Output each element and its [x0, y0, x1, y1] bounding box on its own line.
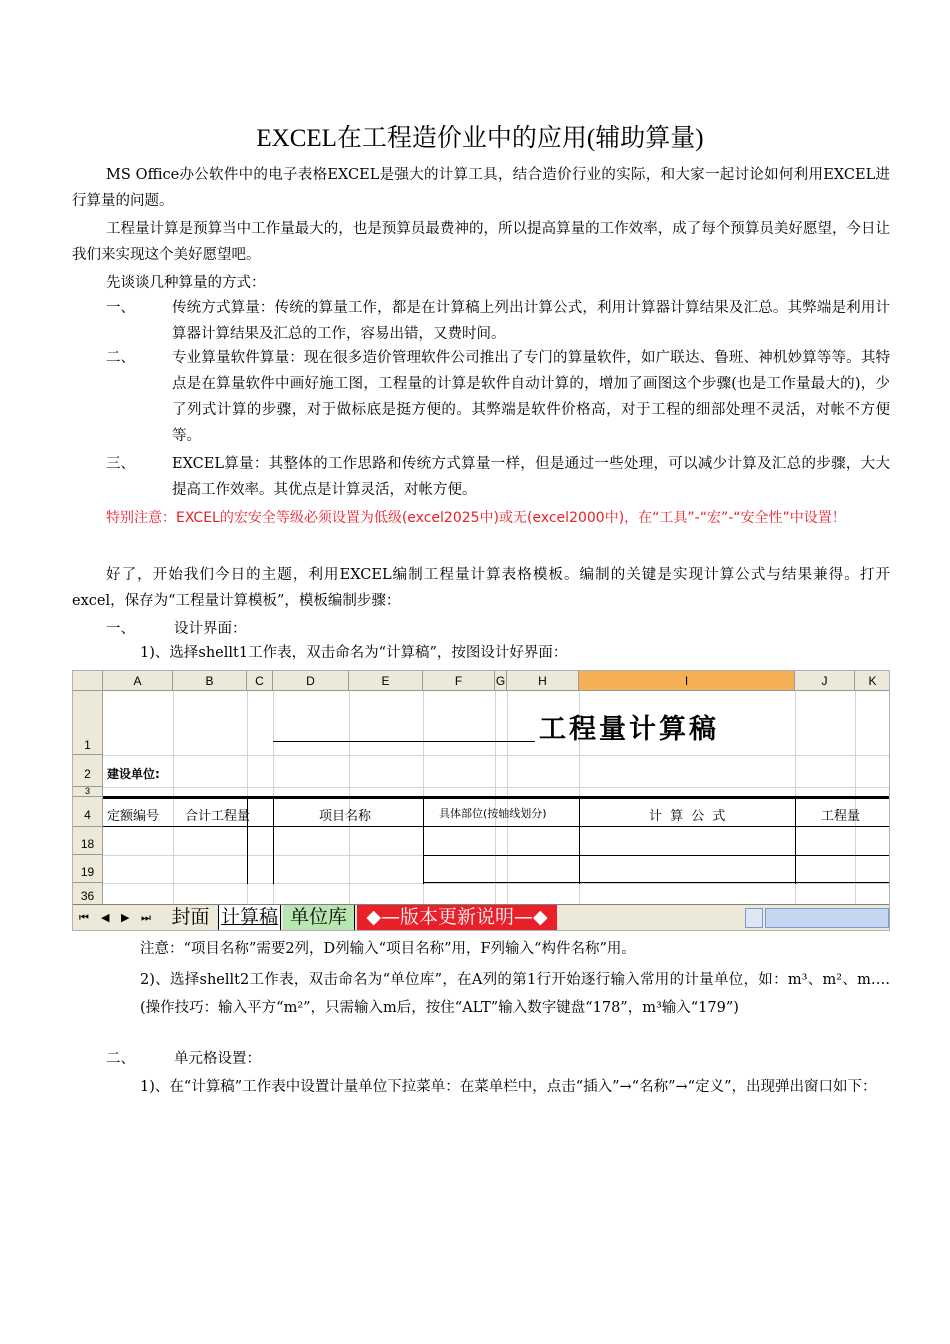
first-sheet-icon[interactable]: ⏮ — [79, 911, 89, 924]
construction-unit-label: 建设单位: — [107, 767, 160, 781]
document-title: EXCEL在工程造价业中的应用(辅助算量) — [256, 125, 704, 152]
tab-version-notes[interactable]: ◆—版本更新说明—◆ — [357, 905, 557, 931]
tab-calc-sheet[interactable]: 计算稿 — [219, 905, 281, 931]
header-quota-code: 定额编号 — [107, 809, 160, 824]
row-border — [423, 882, 890, 883]
column-header-i: I — [579, 671, 795, 691]
method-2-number: 二、 — [106, 350, 135, 366]
horizontal-scrollbar[interactable] — [765, 908, 889, 928]
method-2-text: 专业算量软件算量：现在很多造价管理软件公司推出了专门的算量软件，如广联达、鲁班、神机妙算等等。其特点是在算量软件中画好施工图，工程量的计算是软件自动计算的，增加了画图这个步骤(也是工作量最大的)，少了列式计算的步骤，对于做标底是挺方便的。其弊端是软件价格高，对于工程的细部处理不灵活，对帐不方便等。 — [172, 350, 890, 444]
column-header-c: C — [247, 671, 273, 691]
method-3-text: EXCEL算量：其整体的工作思路和传统方式算量一样，但是通过一些处理，可以减少计算及汇总的步骤，大大提高工作效率。其优点是计算灵活，对帐方便。 — [172, 456, 890, 498]
step-1-title: 设计界面： — [174, 621, 247, 637]
method-1-number: 一、 — [106, 300, 135, 316]
step-2-number: 二、 — [106, 1051, 135, 1067]
column-header-j: J — [795, 671, 855, 691]
header-formula: 计 算 公 式 — [649, 809, 728, 824]
warning-note: 特别注意：EXCEL的宏安全等级必须设置为低级(excel2025中)或无(excel2000中)，在“工具”-“宏”-“安全性”中设置！ — [106, 510, 846, 526]
methods-heading: 先谈谈几种算量的方式： — [106, 275, 266, 291]
tab-cover[interactable]: 封面 — [163, 905, 219, 931]
note-text: 注意：“项目名称”需要2列，D列输入“项目名称”用，F列输入“构件名称”用。 — [140, 941, 636, 957]
column-border — [795, 796, 796, 884]
scroll-left-icon[interactable] — [745, 908, 763, 928]
last-sheet-icon[interactable]: ⏭ — [141, 911, 151, 924]
sheet-tab-bar — [73, 904, 890, 931]
intro-paragraph-2: 工程量计算是预算当中工作量最大的，也是预算员最费神的，所以提高算量的工作效率，成了每个预算员美好愿望，今日让我们来实现这个美好愿望吧。 — [72, 221, 890, 263]
gridline — [103, 755, 890, 756]
row-header-36: 36 — [73, 883, 103, 905]
method-1-text: 传统方式算量：传统的算量工作，都是在计算稿上列出计算公式，利用计算器计算结果及汇总。其弊端是利用计算器计算结果及汇总的工作，容易出错，又费时间。 — [172, 300, 890, 342]
column-border — [579, 796, 580, 884]
sheet-corner — [73, 671, 103, 691]
intro-paragraph-1: MS Office办公软件中的电子表格EXCEL是强大的计算工具，结合造价行业的实际，和大家一起讨论如何利用EXCEL进行算量的问题。 — [72, 167, 890, 209]
prev-sheet-icon[interactable]: ◀ — [101, 911, 110, 924]
step-1-number: 一、 — [106, 621, 135, 637]
column-header-g: G — [495, 671, 507, 691]
header-item-name: 项目名称 — [319, 809, 372, 824]
step-2-1-text: 1)、在“计算稿”工作表中设置计量单位下拉菜单：在菜单栏中，点击“插入”→“名称”→“定义”，出现弹出窗口如下： — [140, 1079, 877, 1095]
header-bottom-border — [103, 826, 890, 827]
header-total-quantity: 合计工程量 — [185, 809, 251, 824]
method-3-number: 三、 — [106, 456, 135, 472]
column-header-a: A — [103, 671, 173, 691]
row-header-2: 2 — [73, 755, 103, 787]
main-topic-paragraph: 好了，开始我们今日的主题，利用EXCEL编制工程量计算表格模板。编制的关键是实现计算公式与结果兼得。打开excel，保存为“工程量计算模板”，模板编制步骤： — [72, 567, 890, 609]
step-1-2-text: 2)、选择shellt2工作表，双击命名为“单位库”，在A列的第1行开始逐行输入常用的计量单位，如：m³、m²、m….(操作技巧：输入平方“m²”，只需输入m后，按住“ALT”输入数字键盘“178”，m³输入“179”) — [140, 972, 890, 1016]
column-header-f: F — [423, 671, 495, 691]
column-header-k: K — [855, 671, 890, 691]
column-header-b: B — [173, 671, 247, 691]
step-2-title: 单元格设置： — [174, 1051, 261, 1067]
tab-unit-library[interactable]: 单位库 — [283, 905, 355, 931]
header-quantity: 工程量 — [821, 809, 861, 824]
gridline — [103, 787, 890, 788]
sheet-big-title: 工程量计算稿 — [539, 714, 719, 745]
step-1-1-text: 1)、选择shellt1工作表，双击命名为“计算稿”，按图设计好界面： — [140, 645, 568, 661]
row-header-1: 1 — [73, 691, 103, 755]
header-location: 具体部位(按轴线划分) — [439, 807, 547, 820]
row-border — [423, 855, 890, 856]
spreadsheet-screenshot — [72, 670, 890, 931]
row-header-3: 3 — [73, 787, 103, 797]
next-sheet-icon[interactable]: ▶ — [121, 911, 130, 924]
column-border — [423, 796, 424, 884]
column-border — [273, 796, 274, 884]
row-header-4: 4 — [73, 797, 103, 827]
gridline — [103, 883, 890, 884]
title-underline — [273, 741, 535, 742]
row-header-19: 19 — [73, 855, 103, 883]
row-header-18: 18 — [73, 827, 103, 855]
column-header-e: E — [349, 671, 423, 691]
column-header-d: D — [273, 671, 349, 691]
column-header-h: H — [507, 671, 579, 691]
header-top-border — [103, 796, 890, 799]
